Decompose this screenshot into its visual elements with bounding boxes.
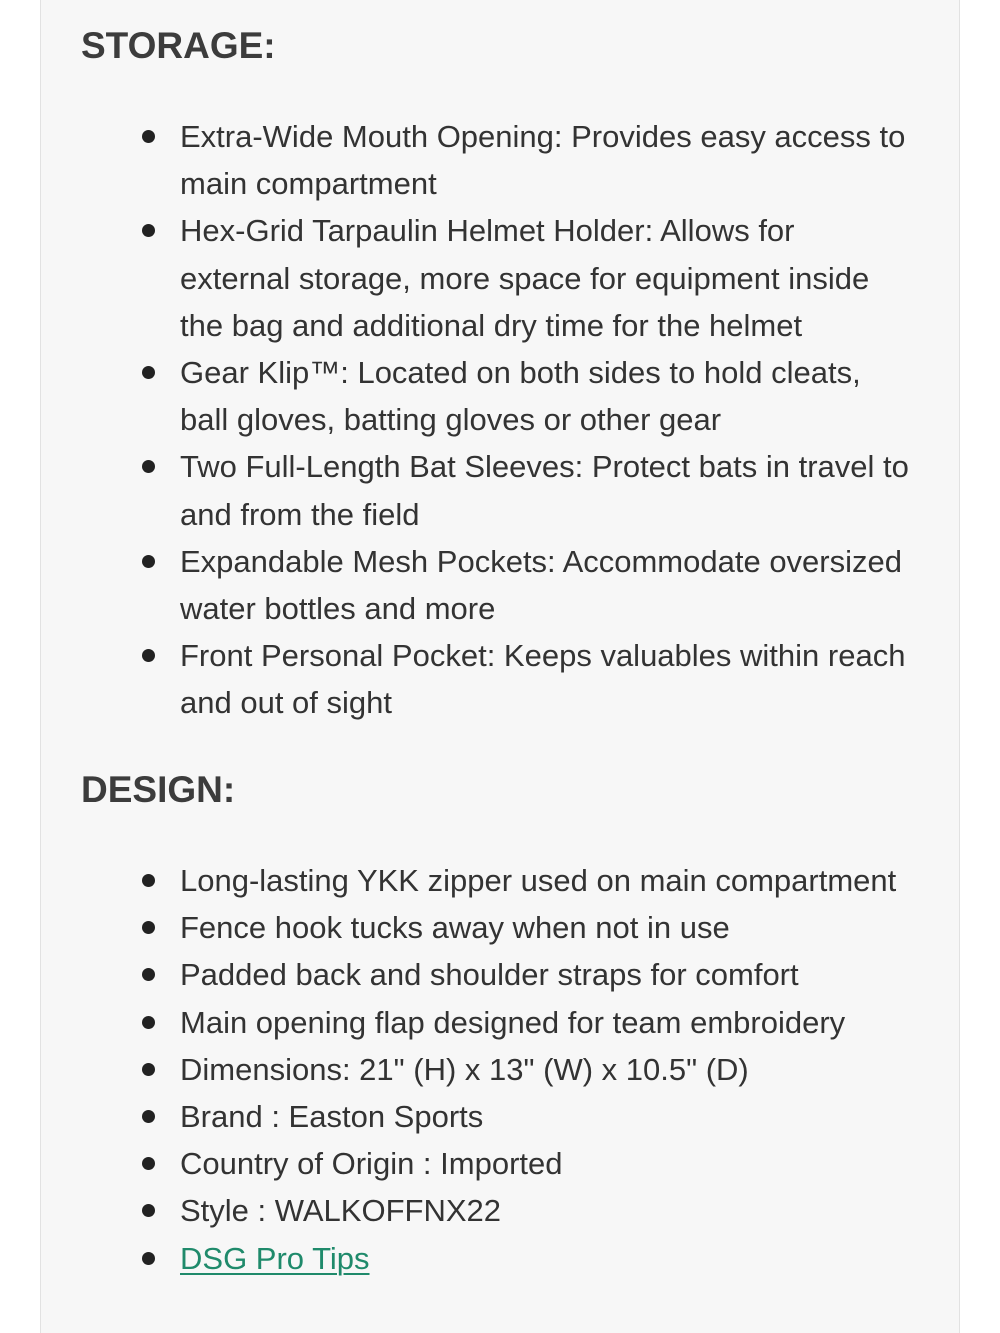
- list-item: [139, 1046, 909, 1093]
- bullet-icon: [142, 874, 155, 887]
- bullet-icon: [142, 1110, 155, 1123]
- list-item-text: Hex-Grid Tarpaulin Helmet Holder: Allows for external storage, more space for equipment inside the bag and additional dry time for the helmet: [180, 213, 870, 343]
- bullet-icon: [142, 460, 155, 473]
- list-item: [139, 1140, 909, 1187]
- bullet-icon: [142, 921, 155, 934]
- bullet-icon: [142, 366, 155, 379]
- list-item: [139, 857, 909, 904]
- list-item: [139, 207, 909, 349]
- list-item-text: Brand : Easton Sports: [180, 1099, 484, 1135]
- design-heading: DESIGN:: [81, 769, 236, 810]
- list-item: [139, 113, 909, 207]
- list-item: [139, 1187, 909, 1234]
- list-item-text: Dimensions: 21" (H) x 13" (W) x 10.5" (D): [180, 1051, 749, 1087]
- bullet-icon: [142, 555, 155, 568]
- bullet-icon: [142, 968, 155, 981]
- list-item: [139, 538, 909, 632]
- list-item: [139, 951, 909, 998]
- list-item-link: [139, 1235, 909, 1282]
- list-item: [139, 1093, 909, 1140]
- storage-heading: STORAGE:: [81, 25, 276, 66]
- bullet-icon: [142, 1157, 155, 1170]
- bullet-icon: [142, 1016, 155, 1029]
- bullet-icon: [142, 1063, 155, 1076]
- list-item-text: Front Personal Pocket: Keeps valuables within reach and out of sight: [180, 638, 906, 721]
- list-item-text: Gear Klip™: Located on both sides to hold cleats, ball gloves, batting gloves or other gear: [180, 355, 861, 438]
- list-item: [139, 349, 909, 443]
- list-item-text: Country of Origin : Imported: [180, 1146, 563, 1182]
- list-item-text: Fence hook tucks away when not in use: [180, 910, 730, 946]
- dsg-pro-tips-link[interactable]: DSG Pro Tips: [180, 1240, 370, 1276]
- bullet-icon: [142, 1204, 155, 1217]
- list-item: [139, 904, 909, 951]
- list-item-text: Expandable Mesh Pockets: Accommodate oversized water bottles and more: [180, 543, 902, 627]
- storage-list: [139, 113, 909, 727]
- list-item-text: Padded back and shoulder straps for comfort: [180, 957, 799, 993]
- design-list: [139, 857, 909, 1282]
- list-item: [139, 999, 909, 1046]
- list-item: [139, 632, 909, 726]
- list-item-text: Main opening flap designed for team embroidery: [180, 1004, 846, 1040]
- bullet-icon: [142, 130, 155, 143]
- list-item-text: Extra-Wide Mouth Opening: Provides easy access to main compartment: [180, 119, 906, 202]
- list-item-text: Two Full-Length Bat Sleeves: Protect bats in travel to and from the field: [180, 449, 909, 532]
- bullet-icon: [142, 649, 155, 662]
- bullet-icon: [142, 1252, 155, 1265]
- list-item: [139, 443, 909, 537]
- product-details-panel: [40, 0, 960, 1333]
- list-item-text: Long-lasting YKK zipper used on main compartment: [180, 863, 897, 898]
- list-item-text: Style : WALKOFFNX22: [180, 1193, 501, 1229]
- bullet-icon: [142, 224, 155, 237]
